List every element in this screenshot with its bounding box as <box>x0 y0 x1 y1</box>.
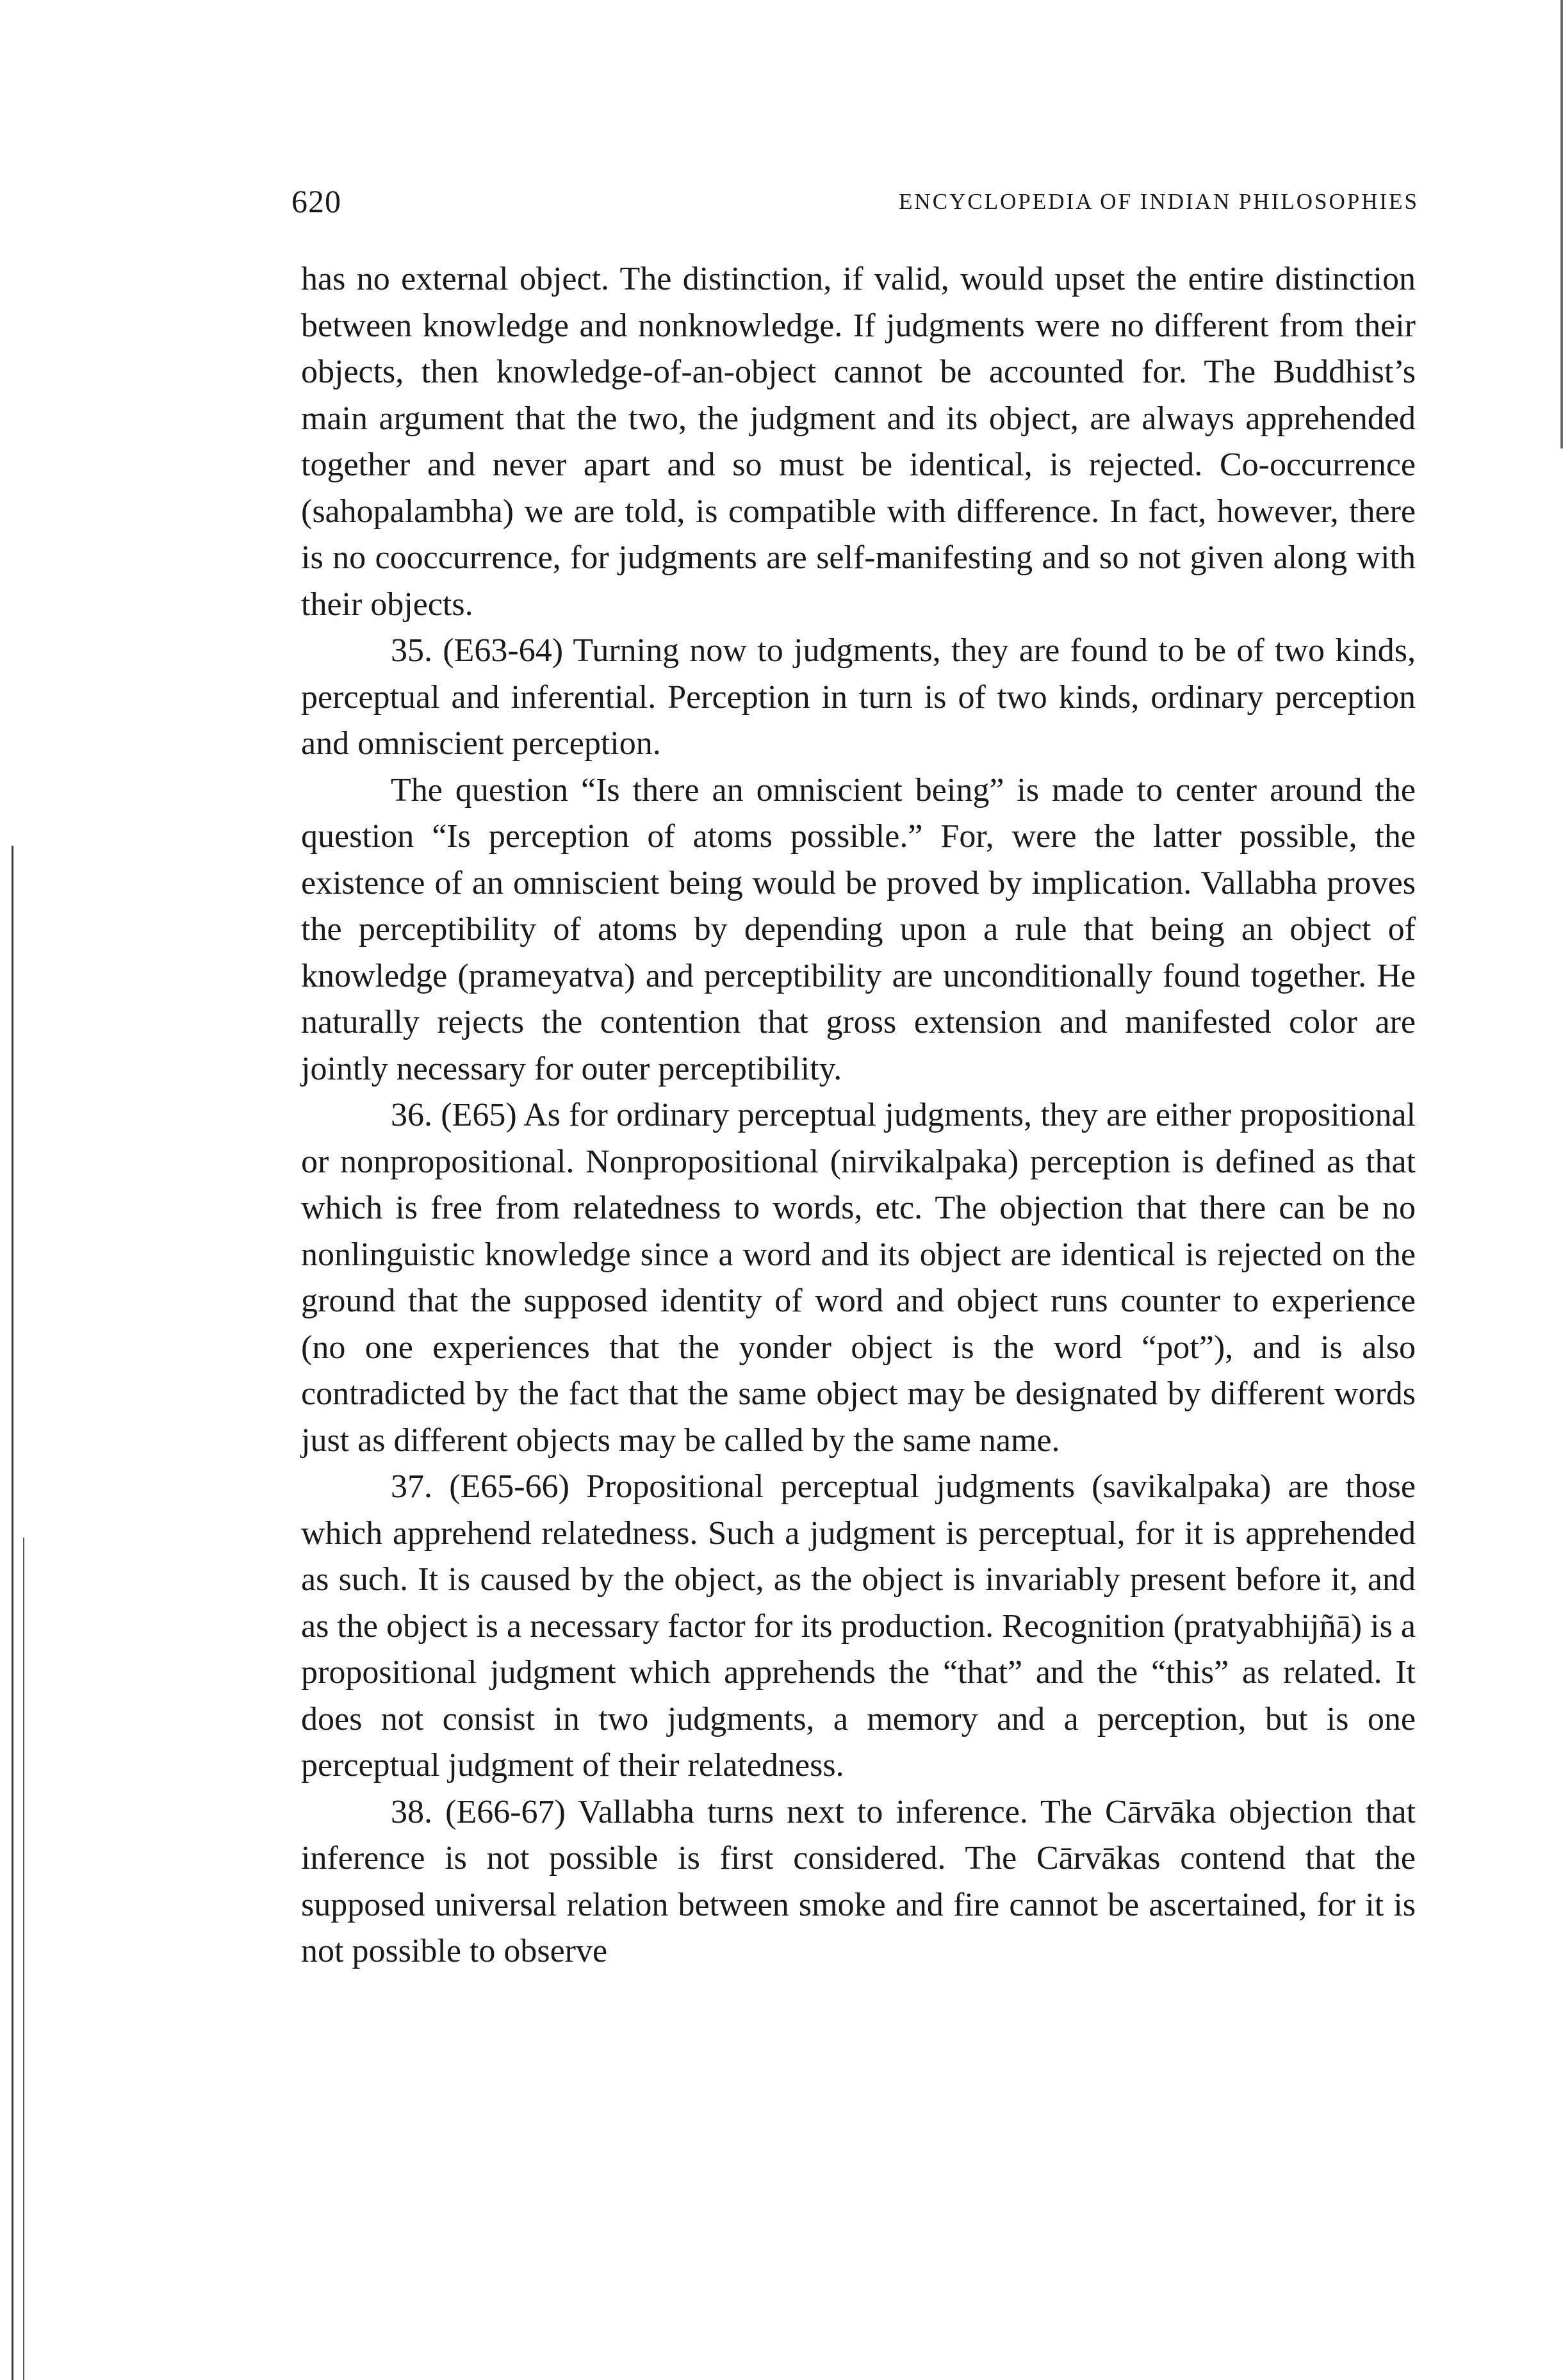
running-head: ENCYCLOPEDIA OF INDIAN PHILOSOPHIES <box>899 189 1419 214</box>
paragraph-35: 35. (E63-64) Turning now to judgments, they are found to be of two kinds, perceptual and inferential. Perception in turn is of two kinds, ordinary perception and omniscient perception. <box>301 632 1416 762</box>
paragraph-continuation: has no external object. The distinction, if valid, would upset the entire distinction between knowledge and nonknowledge. If judgments were no different from their objects, then knowledge-of-an-object cannot be accounted for. The Buddhist’s main argument that the two, the judgment and its object, are always apprehended together and never apart and so must be identical, is rejected. Co-occurrence (sahopalambha) we are told, is compatible with difference. In fact, however, there is no cooccurrence, for judgments are self-manifesting and so not given along with their objects. <box>301 261 1416 623</box>
scan-edge-left <box>12 846 13 2380</box>
body-text <box>301 256 1416 1975</box>
paragraph-37: 37. (E65-66) Propositional perceptual judgments (savikalpaka) are those which apprehend relatedness. Such a judgment is perceptual, for it is apprehended as such. It is caused by the object, as the object is invariably present before it, and as the object is a necessary factor for its production. Recognition (pratyabhijñā) is a propositional judgment which apprehends the “that” and the “this” as related. It does not consist in two judgments, a memory and a perception, but is one perceptual judgment of their relatedness. <box>301 1468 1416 1784</box>
paragraph-36: 36. (E65) As for ordinary perceptual judgments, they are either propositional or nonpropositional. Nonpropositional (nirvikalpaka) perception is defined as that which is free from relatedness to words, etc. The objection that there can be no nonlinguistic knowledge since a word and its object are identical is rejected on the ground that the supposed identity of word and object runs counter to experience (no one experiences that the yonder object is the word “pot”), and is also contradicted by the fact that the same object may be designated by different words just as different objects may be called by the same name. <box>301 1097 1416 1459</box>
scan-edge-right <box>1560 0 1563 448</box>
paragraph-38: 38. (E66-67) Vallabha turns next to inference. The Cārvāka objection that inference is not possible is first considered. The Cārvākas contend that the supposed universal relation between smoke and fire cannot be ascertained, for it is not possible to observe <box>301 1793 1416 1969</box>
scan-edge-left-inner <box>23 1538 24 2380</box>
page-number: 620 <box>291 183 341 219</box>
page-header <box>291 183 1419 234</box>
paragraph-omniscient-being: The question “Is there an omniscient being” is made to center around the question “Is perception of atoms possible.” For, were the latter possible, the existence of an omniscient being would be proved by implication. Vallabha proves the perceptibility of atoms by depending upon a rule that being an object of knowledge (prameyatva) and perceptibility are unconditionally found together. He naturally rejects the contention that gross extension and manifested color are jointly necessary for outer perceptibility. <box>301 771 1416 1087</box>
